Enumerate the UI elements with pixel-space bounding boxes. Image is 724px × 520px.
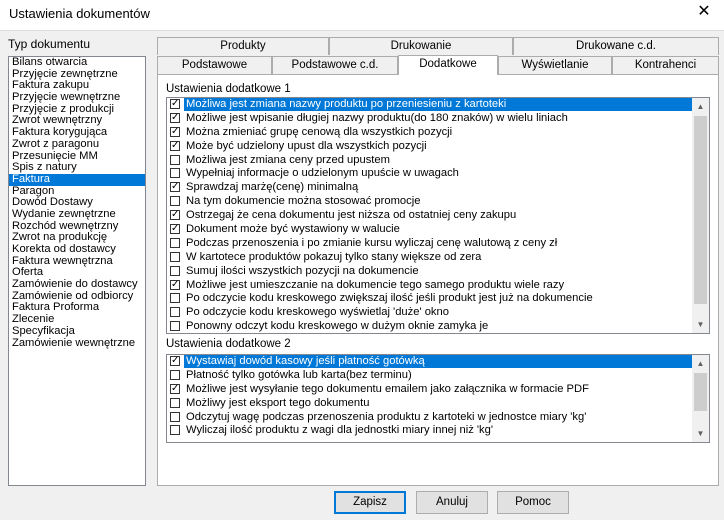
group2-scrollbar[interactable] <box>692 355 709 442</box>
title-bar <box>0 0 724 30</box>
setting-row[interactable] <box>167 195 692 209</box>
doc-type-item[interactable]: Specyfikacja <box>12 324 75 337</box>
doc-type-item[interactable]: Spis z natury <box>12 161 77 174</box>
help-button[interactable]: Pomoc <box>497 491 569 514</box>
checkbox-unchecked-icon[interactable] <box>170 370 180 380</box>
setting-label: Ponowny odczyt kodu kreskowego w dużym oknie zamyka je <box>186 320 489 333</box>
close-icon[interactable]: ✕ <box>697 3 711 20</box>
setting-row[interactable] <box>167 292 692 306</box>
setting-row[interactable] <box>167 397 692 411</box>
doc-type-item[interactable]: Zwrot z paragonu <box>12 137 100 150</box>
checkbox-checked-icon[interactable]: ✓ <box>171 278 180 290</box>
doc-type-item[interactable]: Faktura <box>9 174 145 186</box>
setting-row[interactable] <box>167 154 692 168</box>
doc-type-item[interactable]: Oferta <box>12 266 44 279</box>
checkbox-checked-icon[interactable]: ✓ <box>171 111 180 123</box>
setting-row[interactable] <box>167 237 692 251</box>
setting-row[interactable] <box>167 223 692 237</box>
checkbox-unchecked-icon[interactable] <box>170 252 180 262</box>
setting-row[interactable] <box>167 279 692 293</box>
doc-type-label: Typ dokumentu <box>8 37 91 51</box>
setting-row[interactable] <box>167 112 692 126</box>
doc-type-item[interactable]: Przyjęcie zewnętrzne <box>12 67 118 80</box>
doc-type-item[interactable]: Bilans otwarcia <box>12 56 88 68</box>
doc-type-item[interactable]: Wydanie zewnętrzne <box>12 207 116 220</box>
scroll-up-icon[interactable]: ▲ <box>696 102 705 111</box>
setting-label: Możliwy jest eksport tego dokumentu <box>186 396 370 409</box>
checkbox-checked-icon[interactable]: ✓ <box>171 139 180 151</box>
checkbox-unchecked-icon[interactable] <box>170 266 180 276</box>
group2-label: Ustawienia dodatkowe 2 <box>166 338 291 350</box>
setting-label: Płatność tylko gotówka lub karta(bez terminu) <box>186 368 412 381</box>
title-divider <box>0 30 724 31</box>
checkbox-unchecked-icon[interactable] <box>170 307 180 317</box>
tab-drukowane-cd[interactable]: Drukowane c.d. <box>513 37 719 55</box>
setting-row[interactable] <box>167 251 692 265</box>
doc-type-item[interactable]: Faktura Proforma <box>12 301 100 314</box>
doc-type-item[interactable]: Przyjęcie wewnętrzne <box>12 91 121 104</box>
doc-type-item[interactable]: Rozchód wewnętrzny <box>12 219 119 232</box>
setting-row[interactable] <box>167 424 692 438</box>
setting-label: Odczytuj wagę podczas przenoszenia produktu z kartoteki w jednostce miary 'kg' <box>186 410 587 423</box>
tab-drukowanie[interactable]: Drukowanie <box>329 37 513 55</box>
window-title: Ustawienia dokumentów <box>9 6 150 21</box>
setting-label: Ostrzegaj że cena dokumentu jest niższa od ostatniej ceny zakupu <box>186 209 517 222</box>
setting-label: Po odczycie kodu kreskowego zwiększaj ilość jeśli produkt jest już na dokumencie <box>186 292 593 305</box>
group2-listbox[interactable] <box>166 354 710 443</box>
setting-label: Można zmieniać grupę cenową dla wszystkich pozycji <box>186 125 453 138</box>
group1-scrollbar[interactable] <box>692 98 709 333</box>
setting-row[interactable] <box>167 306 692 320</box>
doc-type-item[interactable]: Faktura korygująca <box>12 126 108 139</box>
doc-type-item[interactable]: Zamówienie wewnętrzne <box>12 336 136 349</box>
checkbox-unchecked-icon[interactable] <box>170 398 180 408</box>
checkbox-checked-icon[interactable]: ✓ <box>171 98 180 109</box>
tab-kontrahenci[interactable]: Kontrahenci <box>612 56 719 74</box>
checkbox-unchecked-icon[interactable] <box>170 293 180 303</box>
checkbox-checked-icon[interactable]: ✓ <box>171 125 180 137</box>
checkbox-unchecked-icon[interactable] <box>170 238 180 248</box>
setting-row[interactable] <box>167 369 692 383</box>
scroll-down-icon[interactable]: ▼ <box>696 429 705 438</box>
setting-row[interactable] <box>167 140 692 154</box>
checkbox-unchecked-icon[interactable] <box>170 196 180 206</box>
setting-row[interactable] <box>167 126 692 140</box>
checkbox-checked-icon[interactable]: ✓ <box>171 181 180 193</box>
setting-label: Może być udzielony upust dla wszystkich pozycji <box>186 139 427 152</box>
tab-podstawowe-cd[interactable]: Podstawowe c.d. <box>272 56 398 74</box>
setting-label: Możliwe jest wysyłanie tego dokumentu emailem jako załącznika w formacie PDF <box>186 382 589 395</box>
setting-label: Wystawiaj dowód kasowy jeśli płatność gotówką <box>184 355 710 368</box>
doc-type-item[interactable]: Paragon <box>12 184 55 197</box>
setting-row[interactable] <box>167 98 692 112</box>
setting-row[interactable] <box>167 209 692 223</box>
checkbox-unchecked-icon[interactable] <box>170 425 180 435</box>
doc-type-item[interactable]: Przyjęcie z produkcji <box>12 102 114 115</box>
tab-wyswietlanie[interactable]: Wyświetlanie <box>498 56 612 74</box>
setting-label: Dokument może być wystawiony w walucie <box>186 223 400 236</box>
setting-row[interactable] <box>167 320 692 334</box>
setting-label: Sprawdzaj marżę(cenę) minimalną <box>186 181 359 194</box>
group1-listbox[interactable] <box>166 97 710 334</box>
checkbox-unchecked-icon[interactable] <box>170 321 180 331</box>
checkbox-checked-icon[interactable]: ✓ <box>171 355 180 366</box>
checkbox-checked-icon[interactable]: ✓ <box>171 223 180 235</box>
group1-label: Ustawienia dodatkowe 1 <box>166 83 291 95</box>
save-button[interactable]: Zapisz <box>334 491 406 514</box>
doc-type-item[interactable]: Zlecenie <box>12 313 55 326</box>
setting-label: Możliwe jest umieszczanie na dokumencie tego samego produktu wiele razy <box>186 278 565 291</box>
setting-label: Na tym dokumencie można stosować promocje <box>186 195 421 208</box>
setting-label: W kartotece produktów pokazuj tylko stany większe od zera <box>186 250 482 263</box>
setting-row[interactable] <box>167 181 692 195</box>
setting-label: Sumuj ilości wszystkich pozycji na dokumencie <box>186 264 419 277</box>
setting-label: Wyliczaj ilość produktu z wagi dla jednostki miary innej niż 'kg' <box>186 424 493 437</box>
doc-type-item[interactable]: Zamówienie od odbiorcy <box>12 289 134 302</box>
doc-type-list[interactable] <box>8 56 146 486</box>
cancel-button[interactable]: Anuluj <box>416 491 488 514</box>
checkbox-unchecked-icon[interactable] <box>170 412 180 422</box>
doc-type-item[interactable]: Korekta od dostawcy <box>12 243 116 255</box>
setting-label: Możliwa jest zmiana ceny przed upustem <box>186 153 390 166</box>
doc-type-item[interactable]: Faktura wewnętrzna <box>12 254 113 267</box>
doc-type-item[interactable]: Zamówienie do dostawcy <box>12 278 138 291</box>
doc-type-item[interactable]: Zwrot na produkcję <box>12 231 108 244</box>
tab-produkty[interactable]: Produkty <box>157 37 329 55</box>
scroll-thumb[interactable] <box>694 116 707 304</box>
setting-row[interactable] <box>167 383 692 397</box>
doc-type-item[interactable]: Zwrot wewnętrzny <box>12 114 103 127</box>
doc-type-item[interactable]: Przesunięcie MM <box>12 149 98 162</box>
tab-strip <box>157 37 719 75</box>
setting-row[interactable] <box>167 411 692 425</box>
setting-row[interactable] <box>167 265 692 279</box>
setting-label: Po odczycie kodu kreskowego wyświetlaj 'duże' okno <box>186 306 449 319</box>
scroll-down-icon[interactable]: ▼ <box>696 320 705 329</box>
setting-row[interactable] <box>167 167 692 181</box>
setting-label: Wypełniaj informacje o udzielonym upuście w uwagach <box>186 167 459 180</box>
setting-label: Podczas przenoszenia i po zmianie kursu wyliczaj cenę walutową z ceny zł <box>186 236 558 249</box>
tab-dodatkowe[interactable]: Dodatkowe <box>398 55 498 75</box>
setting-label: Możliwe jest wpisanie długiej nazwy produktu(do 180 znaków) w wielu liniach <box>186 111 568 124</box>
scroll-up-icon[interactable]: ▲ <box>696 359 705 368</box>
tab-podstawowe[interactable]: Podstawowe <box>157 56 272 74</box>
checkbox-unchecked-icon[interactable] <box>170 155 180 165</box>
setting-label: Możliwa jest zmiana nazwy produktu po przeniesieniu z kartoteki <box>184 98 710 111</box>
scroll-thumb[interactable] <box>694 373 707 411</box>
checkbox-checked-icon[interactable]: ✓ <box>171 382 180 394</box>
setting-row[interactable] <box>167 355 692 369</box>
checkbox-checked-icon[interactable]: ✓ <box>171 209 180 221</box>
checkbox-unchecked-icon[interactable] <box>170 168 180 178</box>
doc-type-item[interactable]: Dowód Dostawy <box>12 196 93 209</box>
doc-type-item[interactable]: Faktura zakupu <box>12 79 90 92</box>
settings-panel <box>157 74 719 486</box>
